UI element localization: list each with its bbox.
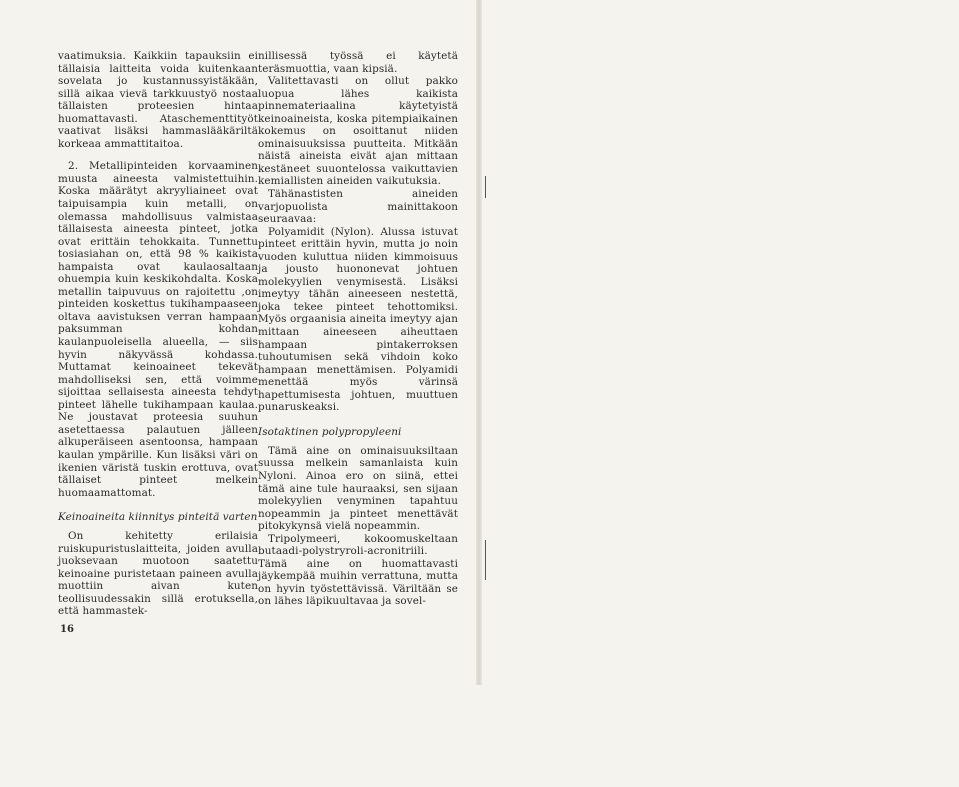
paragraph: 2. Metallipinteiden korvaaminen muusta aineesta valmistettuihin. Koska määrätyt akryyliaineet ovat taipuisampia kuin metalli, on olemassa mahdollisuus valmistaa tällaisesta aineesta pinteet, jotka ovat erittäin tehokkaita. Tunnettu tosiasiahan on, että 98 % kaikista hampaista ovat kaulaosaltaan ohuempia kuin keskikohdalta. Koska metallin taipuvuus on rajoitettu ,on pinteiden koskettus tukihampaaseen oltava aavistuksen verran hampaan paksumman kohdan kaulanpuoleisella alueella, — siis hyvin näkyvässä kohdassa. Muttamat keinoaineet tekevät mahdolliseksi sen, että voimme sijoittaa sellaisesta aineesta tehdyt pinteet lähelle tukihampaan kaulaa. Ne joustavat proteesia suuhun asetettaessa palautuen jälleen alkuperäiseen asentoonsa, hampaan kaulan ympärille. Kun lisäksi väri on ikenien väristä tuskin erottuva, ovat tällaiset pinteet melkein huomaamattomat. bbox=[58, 160, 258, 499]
column-2 bbox=[258, 50, 458, 608]
column-1 bbox=[58, 50, 258, 618]
section-heading: Keinoaineita kiinnitys pinteitä varten bbox=[58, 511, 258, 524]
paragraph: Tripolymeeri, kokoomuskeltaan butaadi-polystryroli-acronitriili. Tämä aine on huomattavasti jäykempää muihin verrattuna, mutta on hyvin työstettävissä. Väriltään se on lähes läpikuultavaa ja sovel- bbox=[258, 532, 458, 608]
paragraph: vaatimuksia. Kaikkiin tapauksiin ei tällaisia laitteita voida kuitenkaan sovelata jo kustannussyistäkään, sillä aikaa vievä tarkkuustyö nostaa tällaisten proteesien hintaa huomattavasti. Ataschementtityöt vaativat lisäksi hammaslääkäriltä korkeaa ammattitaitoa. bbox=[58, 50, 258, 150]
paragraph: Polyamidit (Nylon). Alussa istuvat pinteet erittäin hyvin, mutta jo noin vuoden kuluttua niiden kimmoisuus ja jousto huononevat johtuen molekyylien venymisestä. Lisäksi imeytyy tähän aineeseen nestettä, joka tekee pinteet tehottomiksi. Myös orgaanisia aineita imeytyy ajan mittaan aineeseen aiheuttaen hampaan pintakerroksen tuhoutumisen sekä vihdoin koko hampaan menettämisen. Polyamidi menettää myös värinsä hapettumisesta johtuen, muuttuen punaruskeaksi. bbox=[258, 225, 458, 414]
margin-mark bbox=[485, 540, 486, 580]
paragraph: Tämä aine on ominaisuuksiltaan suussa melkein samanlaista kuin Nyloni. Ainoa ero on siinä, ettei tämä aine tule hauraaksi, sen sijaan molekyylien venyminen tapahtuu nopeammin ja pinteet menettävät pitokykynsä vielä nopeammin. bbox=[258, 444, 458, 533]
right-page bbox=[479, 0, 959, 685]
left-page bbox=[0, 0, 479, 685]
paragraph: On kehitetty erilaisia ruiskupuristuslaitteita, joiden avulla juoksevaan muotoon saatettu keinoaine puristetaan paineen avulla muottiin aivan kuten teollisuudessakin sillä erotuksella, että hammastek- bbox=[58, 530, 258, 618]
paragraph: nillisessä työssä ei käytetä teräsmuottia, vaan kipsiä. bbox=[258, 50, 458, 75]
margin-mark bbox=[485, 176, 486, 198]
section-heading: Isotaktinen polypropyleeni bbox=[258, 425, 402, 438]
paragraph: Valitettavasti on ollut pakko luopua lähes kaikista pinnemateriaalina käytetyistä keinoaineista, koska pitempiaikainen kokemus on osoittanut niiden ominaisuuksissa puutteita. Mitkään näistä aineista eivät ajan mittaan kestäneet suuontelossa vaikuttavien kemiallisten aineiden vaikutuksia. bbox=[258, 75, 458, 188]
paragraph: Tähänastisten aineiden varjopuolista mainittakoon seuraavaa: bbox=[258, 188, 458, 226]
page-number: 16 bbox=[60, 624, 74, 635]
